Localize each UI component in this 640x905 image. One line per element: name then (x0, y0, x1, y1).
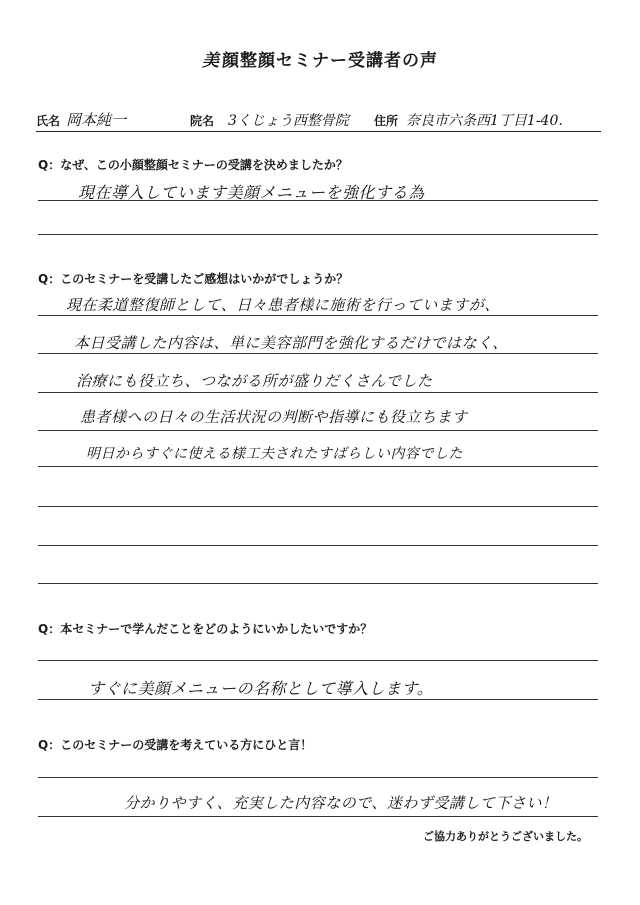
answer-3-line-1: すぐに美顔メニューの名称として導入します。 (88, 679, 434, 698)
address-label: 住所 (374, 114, 399, 128)
bi-mark: 美 (202, 51, 220, 71)
question-2: Q：このセミナーを受講したご感想はいかがでしょうか？ (38, 272, 349, 286)
info-row (36, 106, 601, 132)
thank-you-footer: ご協力ありがとうございました。 (423, 830, 588, 843)
info-underline (36, 131, 601, 132)
answer-rule (38, 660, 598, 661)
answer-rule (38, 200, 598, 201)
clinic-label: 院名 (190, 114, 215, 128)
question-4: Q：このセミナーの受講を考えている方にひと言！ (38, 738, 313, 752)
answer-rule (38, 583, 598, 584)
answer-rule (38, 430, 598, 431)
answer-rule (38, 699, 598, 700)
address-value: 奈良市六条西1丁目1-40. (406, 113, 563, 129)
name-value: 岡本純一 (66, 111, 127, 129)
answer-1-line-1: 現在導入しています美顔メニューを強化する為 (78, 183, 425, 202)
answer-rule (38, 353, 598, 354)
answer-rule (38, 777, 598, 778)
answer-4-line-1: 分かりやすく、充実した内容なので、迷わず受講して下さい！ (124, 794, 558, 812)
name-label: 氏名 (36, 114, 61, 128)
answer-2-line-5: 明日からすぐに使える様工夫されたすばらしい内容でした (86, 446, 463, 462)
answer-rule (38, 392, 598, 393)
answer-2-line-4: 患者様への日々の生活状況の判断や指導にも役立ちます (80, 408, 468, 426)
answer-rule (38, 506, 598, 507)
answer-rule (38, 816, 598, 817)
page-title (0, 46, 640, 71)
question-1: Q：なぜ、この小顔整顔セミナーの受講を決めましたか？ (38, 158, 348, 172)
question-3: Q：本セミナーで学んだことをどのようにいかしたいですか？ (38, 622, 373, 636)
answer-rule (38, 315, 598, 316)
answer-2-line-3: 治療にも役立ち、つながる所が盛りだくさんでした (76, 372, 433, 390)
answer-rule (38, 466, 598, 467)
answer-rule (38, 545, 598, 546)
clinic-value: 3くじょう西整骨院 (228, 113, 349, 129)
title-text: 顔整顔セミナー受講者の声 (222, 51, 438, 71)
answer-2-line-1: 現在柔道整復師として、日々患者様に施術を行っていますが、 (66, 296, 500, 314)
answer-rule (38, 234, 598, 235)
answer-2-line-2: 本日受講した内容は、単に美容部門を強化するだけではなく、 (74, 334, 508, 352)
